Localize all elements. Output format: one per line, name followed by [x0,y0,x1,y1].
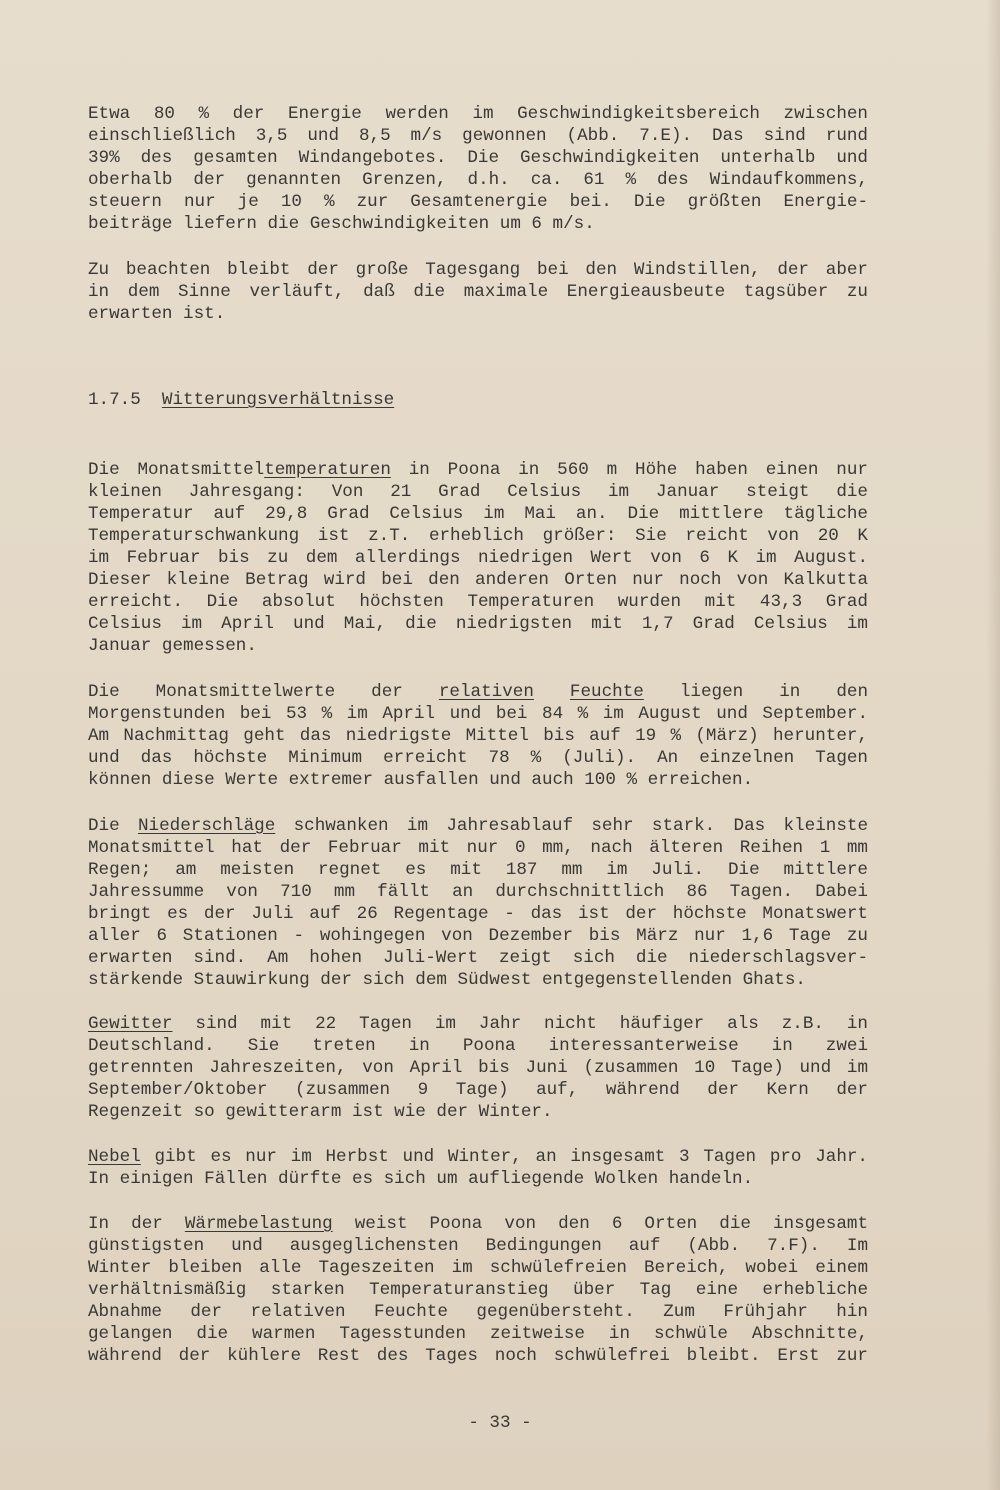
paragraph-heat-stress [88,1213,868,1367]
text-segment: in Poona in 560 m Höhe haben einen nur [390,460,868,480]
paragraph-precipitation [88,815,868,991]
text-line: Regen; am meisten regnet es mit 187 mm im Juli. Die mittlere [88,860,868,880]
text-line [88,1146,868,1168]
text-line: und das höchste Minimum erreicht 78 % (Juli). An einzelnen Tagen [88,748,868,768]
text-line: Zu beachten bleibt der große Tagesgang bei den Windstillen, der aber [88,260,868,280]
text-line: Januar gemessen. [88,636,257,656]
text-line: 39% des gesamten Windangebotes. Die Geschwindigkeiten unterhalb und [88,148,868,168]
text-line [88,459,868,481]
text-line: Temperatur auf 29,8 Grad Celsius im Mai an. Die mittlere tägliche [88,504,868,524]
text-line: erreicht. Die absolut höchsten Temperaturen wurden mit 43,3 Grad [88,592,868,612]
text-segment: schwanken im Jahresablauf sehr stark. Das kleinste [275,816,868,836]
text-line: Deutschland. Sie treten in Poona interessanterweise in zwei [88,1036,868,1056]
text-line: einschließlich 3,5 und 8,5 m/s gewonnen (Abb. 7.E). Das sind rund [88,126,868,146]
text-line: erwarten sind. Am hohen Juli-Wert zeigt sich die niederschlagsver- [88,948,868,968]
text-segment: Die Monatsmittelwerte der [88,682,439,702]
text-line: Dieser kleine Betrag wird bei den anderen Orten nur noch von Kalkutta [88,570,868,590]
paragraph-thunderstorms [88,1013,868,1123]
text-line: können diese Werte extremer ausfallen und auch 100 % erreichen. [88,770,754,790]
text-line: Monatsmittel hat der Februar mit nur 0 mm, nach älteren Reihen 1 mm [88,838,868,858]
text-line [88,815,868,837]
text-line: beiträge liefern die Geschwindigkeiten um 6 m/s. [88,214,595,234]
text-line: steuern nur je 10 % zur Gesamtenergie bei. Die größten Energie- [88,192,868,212]
text-line: stärkende Stauwirkung der sich dem Südwest entgegenstellenden Ghats. [88,970,806,990]
text-line: verhältnismäßig starken Temperaturanstieg über Tag eine erhebliche [88,1280,868,1300]
page-number: - 33 - [468,1413,532,1433]
text-line: Winter bleiben alle Tageszeiten im schwülefreien Bereich, wobei einem [88,1258,868,1278]
text-line: Temperaturschwankung ist z.T. erheblich größer: Sie reicht von 20 K [88,526,868,546]
text-line: Celsius im April und Mai, die niedrigsten mit 1,7 Grad Celsius im [88,614,868,634]
text-line: bringt es der Juli auf 26 Regentage - das ist der höchste Monatswert [88,904,868,924]
text-line: Regenzeit so gewitterarm ist wie der Winter. [88,1102,553,1122]
paragraph-daily-cycle [88,259,868,325]
paragraph-temperatures [88,459,868,657]
text-line [88,681,868,703]
page-edge-shadow [986,0,1000,1490]
paragraph-humidity [88,681,868,791]
text-segment: In der [88,1214,185,1234]
text-line: Etwa 80 % der Energie werden im Geschwindigkeitsbereich zwischen [88,104,868,124]
text-line: getrennten Jahreszeiten, von April bis Juni (zusammen 10 Tage) und im [88,1058,868,1078]
underlined-term: relativen [438,682,534,702]
underlined-term: Niederschläge [138,816,276,836]
section-heading [88,389,394,411]
text-line: Am Nachmittag geht das niedrigste Mittel bis auf 19 % (März) herunter, [88,726,868,746]
text-segment: sind mit 22 Tagen im Jahr nicht häufiger als z.B. in [172,1014,868,1034]
text-segment: Die [88,816,138,836]
paragraph-fog [88,1146,868,1190]
text-segment: liegen in den [643,682,868,702]
text-segment [534,682,570,702]
section-title: Witterungsverhältnisse [161,390,395,410]
underlined-term: Nebel [88,1147,141,1167]
text-line: gelangen die warmen Tagesstunden zeitweise in schwüle Abschnitte, [88,1324,868,1344]
text-line: kleinen Jahresgang: Von 21 Grad Celsius im Januar steigt die [88,482,868,502]
text-segment: weist Poona von den 6 Orten die insgesamt [332,1214,868,1234]
text-line: günstigsten und ausgeglichensten Bedingungen auf (Abb. 7.F). Im [88,1236,868,1256]
text-line: in dem Sinne verläuft, daß die maximale Energieausbeute tagsüber zu [88,282,868,302]
text-segment: Die Monatsmittel [88,460,265,480]
text-line: erwarten ist. [88,304,226,324]
underlined-term: Wärmebelastung [184,1214,333,1234]
text-line: Morgenstunden bei 53 % im April und bei 84 % im August und September. [88,704,868,724]
underlined-term: Feuchte [569,682,644,702]
text-line: oberhalb der genannten Grenzen, d.h. ca. 61 % des Windaufkommens, [88,170,868,190]
text-line: aller 6 Stationen - wohingegen von Dezember bis März nur 1,6 Tage zu [88,926,868,946]
paragraph-wind-energy [88,103,868,235]
section-number: 1.7.5 [88,390,141,410]
text-line: In einigen Fällen dürfte es sich um aufliegende Wolken handeln. [88,1169,754,1189]
text-segment: gibt es nur im Herbst und Winter, an insgesamt 3 Tagen pro Jahr. [140,1147,868,1167]
underlined-term: Gewitter [88,1014,173,1034]
text-line [88,1213,868,1235]
text-line: während der kühlere Rest des Tages noch schwülefrei bleibt. Erst zur [88,1346,868,1366]
text-line: im Februar bis zu dem allerdings niedrigen Wert von 6 K im August. [88,548,868,568]
text-line [88,1013,868,1035]
text-line: Abnahme der relativen Feuchte gegenübersteht. Zum Frühjahr hin [88,1302,868,1322]
text-line: Jahressumme von 710 mm fällt an durchschnittlich 86 Tagen. Dabei [88,882,868,902]
underlined-term: temperaturen [264,460,391,480]
text-line: September/Oktober (zusammen 9 Tage) auf, während der Kern der [88,1080,868,1100]
